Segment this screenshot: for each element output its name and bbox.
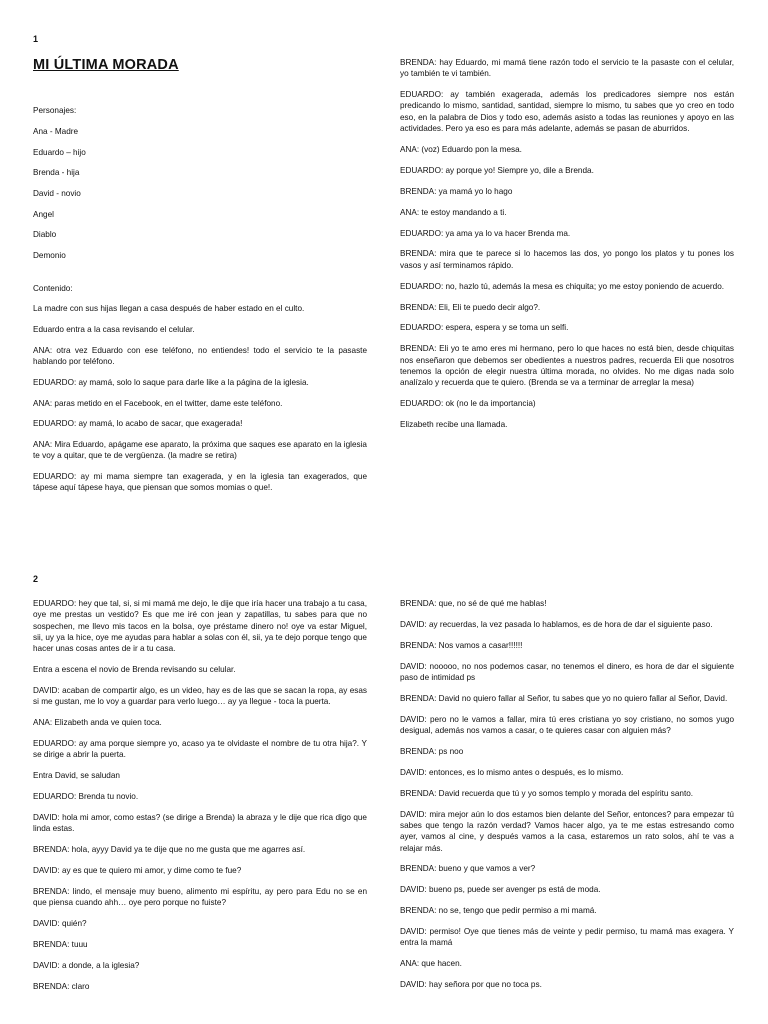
script-paragraph: ANA: te estoy mandando a ti. [400,207,507,217]
script-paragraph: ANA: paras metido en el Facebook, en el twitter, dame este teléfono. [33,398,283,408]
right-column [400,57,734,440]
left-column [33,58,367,503]
script-paragraph: EDUARDO: ya ama ya lo va hacer Brenda ma. [400,228,571,238]
script-paragraph: EDUARDO: Brenda tu novio. [33,792,139,802]
script-paragraph: Eduardo entra a la casa revisando el celular. [33,325,195,335]
script-paragraph: EDUARDO: hey que tal, si, si mi mamá me dejo, le dije que iría hacer una trabajo a tu casa, oye me prestas un vestido? Es que me iré con jean y zapatillas, tu sabes para que no sospechen, me llevo mis tacos en la bolsa, oye préstame dinero no! oye va estar Miguel, sii, uy ya la hice, oye me ayudas para hablar a solas con él, sii, ya te dejo porque tengo que hacer unas cosas antes de ir a tu casa. [33,599,367,654]
script-paragraph: ANA: Mira Eduardo, apágame ese aparato, la próxima que saques ese aparato en la iglesia te voy a quitar, que te de vergüenza. (la madre se retira) [33,439,367,461]
script-paragraph: EDUARDO: no, hazlo tú, además la mesa es chiquita; yo me estoy poniendo de acuerdo. [400,281,725,291]
script-paragraph: Entra David, se saludan [33,771,120,781]
script-paragraph: Contenido: [33,283,73,293]
document-page-2 [0,560,768,1024]
script-paragraph: DAVID: nooooo, no nos podemos casar, no tenemos el dinero, es hora de dar el siguiente paso de intimidad ps [400,661,734,682]
script-paragraph: Entra a escena el novio de Brenda revisando su celular. [33,665,236,675]
script-paragraph: EDUARDO: ay mi mama siempre tan exagerada, y en la iglesia tan exagerados, que tápese aquí tápese haya, que piensan que somos momias o que!. [33,471,367,493]
script-paragraph: EDUARDO: ok (no le da importancia) [400,399,536,409]
script-paragraph: BRENDA: Eli, Eli te puedo decir algo?. [400,302,541,312]
paragraph-spacer [33,271,367,283]
script-paragraph: DAVID: permiso! Oye que tienes más de veinte y pedir permiso, tu mamá mas exagera. Y entra la mamá [400,927,734,948]
script-paragraph: DAVID: entonces, es lo mismo antes o después, es lo mismo. [400,767,624,777]
script-paragraph: Brenda - hija [33,168,80,178]
page-number: 1 [33,34,39,44]
script-paragraph: EDUARDO: ay ama porque siempre yo, acaso ya te olvidaste el nombre de tu otra hija?. Y se dirige a abrir la puerta. [33,739,367,760]
script-paragraph: BRENDA: mira que te parece si lo hacemos las dos, yo pongo los platos y tu pones los vasos y así terminamos rápido. [400,249,734,270]
script-paragraph: BRENDA: Nos vamos a casar!!!!!! [400,640,523,650]
script-paragraph: DAVID: ay es que te quiero mi amor, y dime como te fue? [33,866,242,876]
script-paragraph: David - novio [33,189,81,199]
script-paragraph: DAVID: pero no le vamos a fallar, mira tú eres cristiana yo soy cristiano, no somos yugo desigual, además nos vamos a casar, o te quieres casar con alguien más? [400,714,734,736]
script-paragraph: BRENDA: ya mamá yo lo hago [400,186,513,196]
script-paragraph: BRENDA: hay Eduardo, mi mamá tiene razón todo el servicio te la pasaste con el celular, yo también te vi también. [400,58,734,79]
right-column [400,598,734,1000]
script-paragraph: La madre con sus hijas llegan a casa después de haber estado en el culto. [33,304,305,314]
script-paragraph: BRENDA: claro [33,981,90,991]
script-paragraph: EDUARDO: espera, espera y se toma un selfi. [400,323,569,333]
document-title: MI ÚLTIMA MORADA [33,57,179,73]
script-paragraph: DAVID: acaban de compartir algo, es un video, hay es de las que se sacan la ropa, ay esas si me gustan, me lo voy a guardar para verlo luego… ay ya llegue - toca la puerta. [33,685,367,707]
script-paragraph: EDUARDO: ay mamá, lo acabo de sacar, que exagerada! [33,419,243,429]
script-paragraph: DAVID: ay recuerdas, la vez pasada lo hablamos, es de hora de dar el siguiente paso. [400,619,713,629]
script-paragraph: ANA: (voz) Eduardo pon la mesa. [400,144,522,154]
script-paragraph: BRENDA: hola, ayyy David ya te dije que no me gusta que me agarres así. [33,845,306,855]
script-paragraph: Elizabeth recibe una llamada. [400,419,508,429]
script-paragraph: ANA: otra vez Eduardo con ese teléfono, no entiendes! todo el servicio te la pasaste hablando por teléfono. [33,345,367,367]
script-paragraph: BRENDA: tuuu [33,940,88,950]
script-paragraph: DAVID: mira mejor aún lo dos estamos bien delante del Señor, entonces? para empezar tú sabes que tengo la razón verdad? Vamos hacer algo, ya te me estas estresando como ayer, vamos al cine, y después vamos a la casa, estaremos un rato solos, ahí te vas a relajar más. [400,809,734,853]
script-paragraph: Eduardo – hijo [33,147,86,157]
script-paragraph: DAVID: hay señora por que no toca ps. [400,980,542,990]
script-paragraph: Personajes: [33,106,77,116]
script-paragraph: BRENDA: ps noo [400,746,464,756]
script-paragraph: Demonio [33,251,66,261]
script-paragraph: Diablo [33,230,57,240]
script-paragraph: DAVID: quién? [33,919,87,929]
script-paragraph: DAVID: bueno ps, puede ser avenger ps está de moda. [400,885,601,895]
script-paragraph: ANA: que hacen. [400,959,462,969]
page-number: 2 [33,574,39,584]
script-paragraph: BRENDA: que, no sé de qué me hablas! [400,599,547,608]
script-paragraph: BRENDA: Eli yo te amo eres mi hermano, pero lo que haces no está bien, desde chiquitas nos enseñaron que debemos ser obedientes a nuestros padres, recuerda Eli que nosotros tenemos la opción de elegir nuestra última morada, no olvides. No me digas nada solo analízalo y recuerda que te quiero. (Brenda se va a terminar de arreglar la mesa) [400,344,734,388]
script-paragraph: BRENDA: lindo, el mensaje muy bueno, alimento mi espíritu, ay pero para Edu no se en que piensa cuando ahh… oye pero porque no fuiste? [33,886,367,908]
script-paragraph: DAVID: hola mi amor, como estas? (se dirige a Brenda) la abraza y le dije que rica digo que linda estas. [33,813,367,834]
script-paragraph: EDUARDO: ay porque yo! Siempre yo, dile a Brenda. [400,165,594,175]
left-column [33,598,367,1002]
script-paragraph: EDUARDO: ay también exagerada, además los predicadores siempre nos están predicando lo mismo, santidad, santidad, siempre lo mismo, tu sabes que yo creo en todo eso, en la palabra de Dios y todo eso, además asisto a todas las reuniones y apoyo en las actividades. Pero ya eso es para más adelante, además se pasan de aburridos. [400,90,734,134]
script-paragraph: Ana - Madre [33,126,79,136]
script-paragraph: BRENDA: bueno y que vamos a ver? [400,864,536,874]
script-paragraph: Angel [33,209,54,219]
script-paragraph: EDUARDO: ay mamá, solo lo saque para darle like a la página de la iglesia. [33,377,309,387]
script-paragraph: DAVID: a donde, a la iglesia? [33,960,140,970]
script-paragraph: BRENDA: David no quiero fallar al Señor, tu sabes que yo no quiero fallar al Señor, David. [400,693,728,703]
script-paragraph: BRENDA: David recuerda que tú y yo somos templo y morada del espíritu santo. [400,788,694,798]
script-paragraph: ANA: Elizabeth anda ve quien toca. [33,718,162,728]
script-paragraph: BRENDA: no se, tengo que pedir permiso a mi mamá. [400,906,597,916]
